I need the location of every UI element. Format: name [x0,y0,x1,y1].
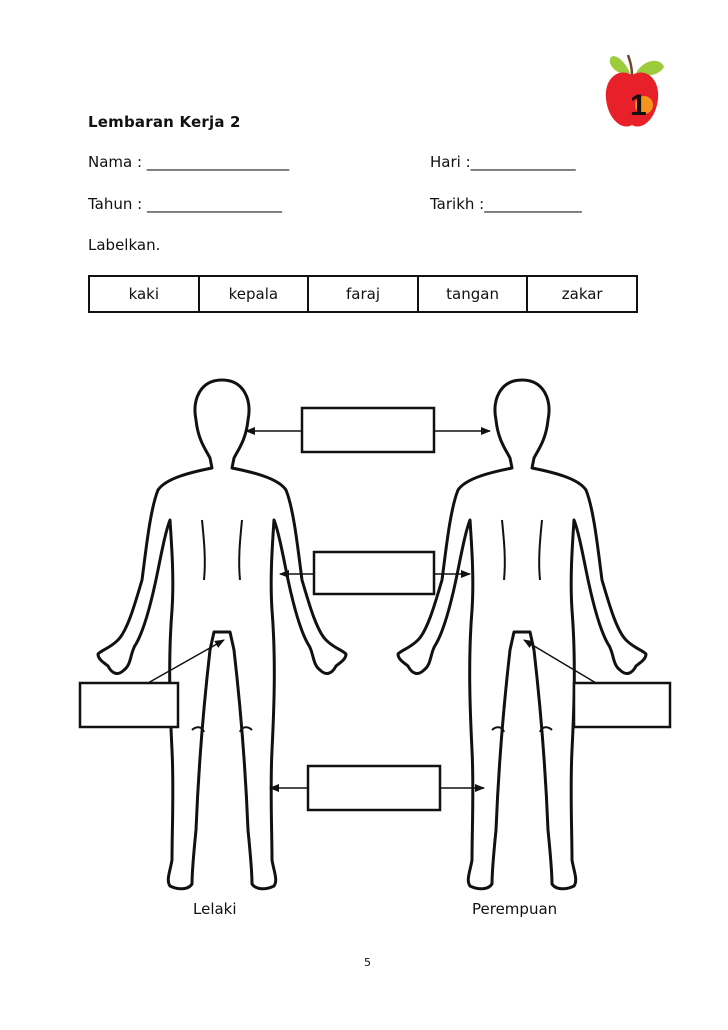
logo-number: 1 [630,89,647,122]
label-box-male-genital [80,683,178,727]
name-field: Nama : ___________________ [88,153,290,171]
male-caption: Lelaki [193,900,237,918]
female-body-outline [398,380,646,889]
label-box-head [302,408,434,452]
year-field: Tahun : __________________ [88,195,282,213]
word-bank-item: kaki [89,276,199,312]
page-number: 5 [364,956,371,969]
worksheet-title: Lembaran Kerja 2 [88,113,241,131]
word-bank-item: tangan [418,276,528,312]
female-caption: Perempuan [472,900,558,918]
label-box-hand [314,552,434,594]
label-box-foot [308,766,440,810]
date-field: Tarikh :_____________ [430,195,582,213]
male-body-outline [98,380,346,889]
word-bank-item: faraj [308,276,418,312]
day-field: Hari :______________ [430,153,576,171]
word-bank-item: kepala [199,276,309,312]
instruction-text: Labelkan. [88,236,161,254]
label-box-female-genital [574,683,670,727]
word-bank-item: zakar [527,276,637,312]
